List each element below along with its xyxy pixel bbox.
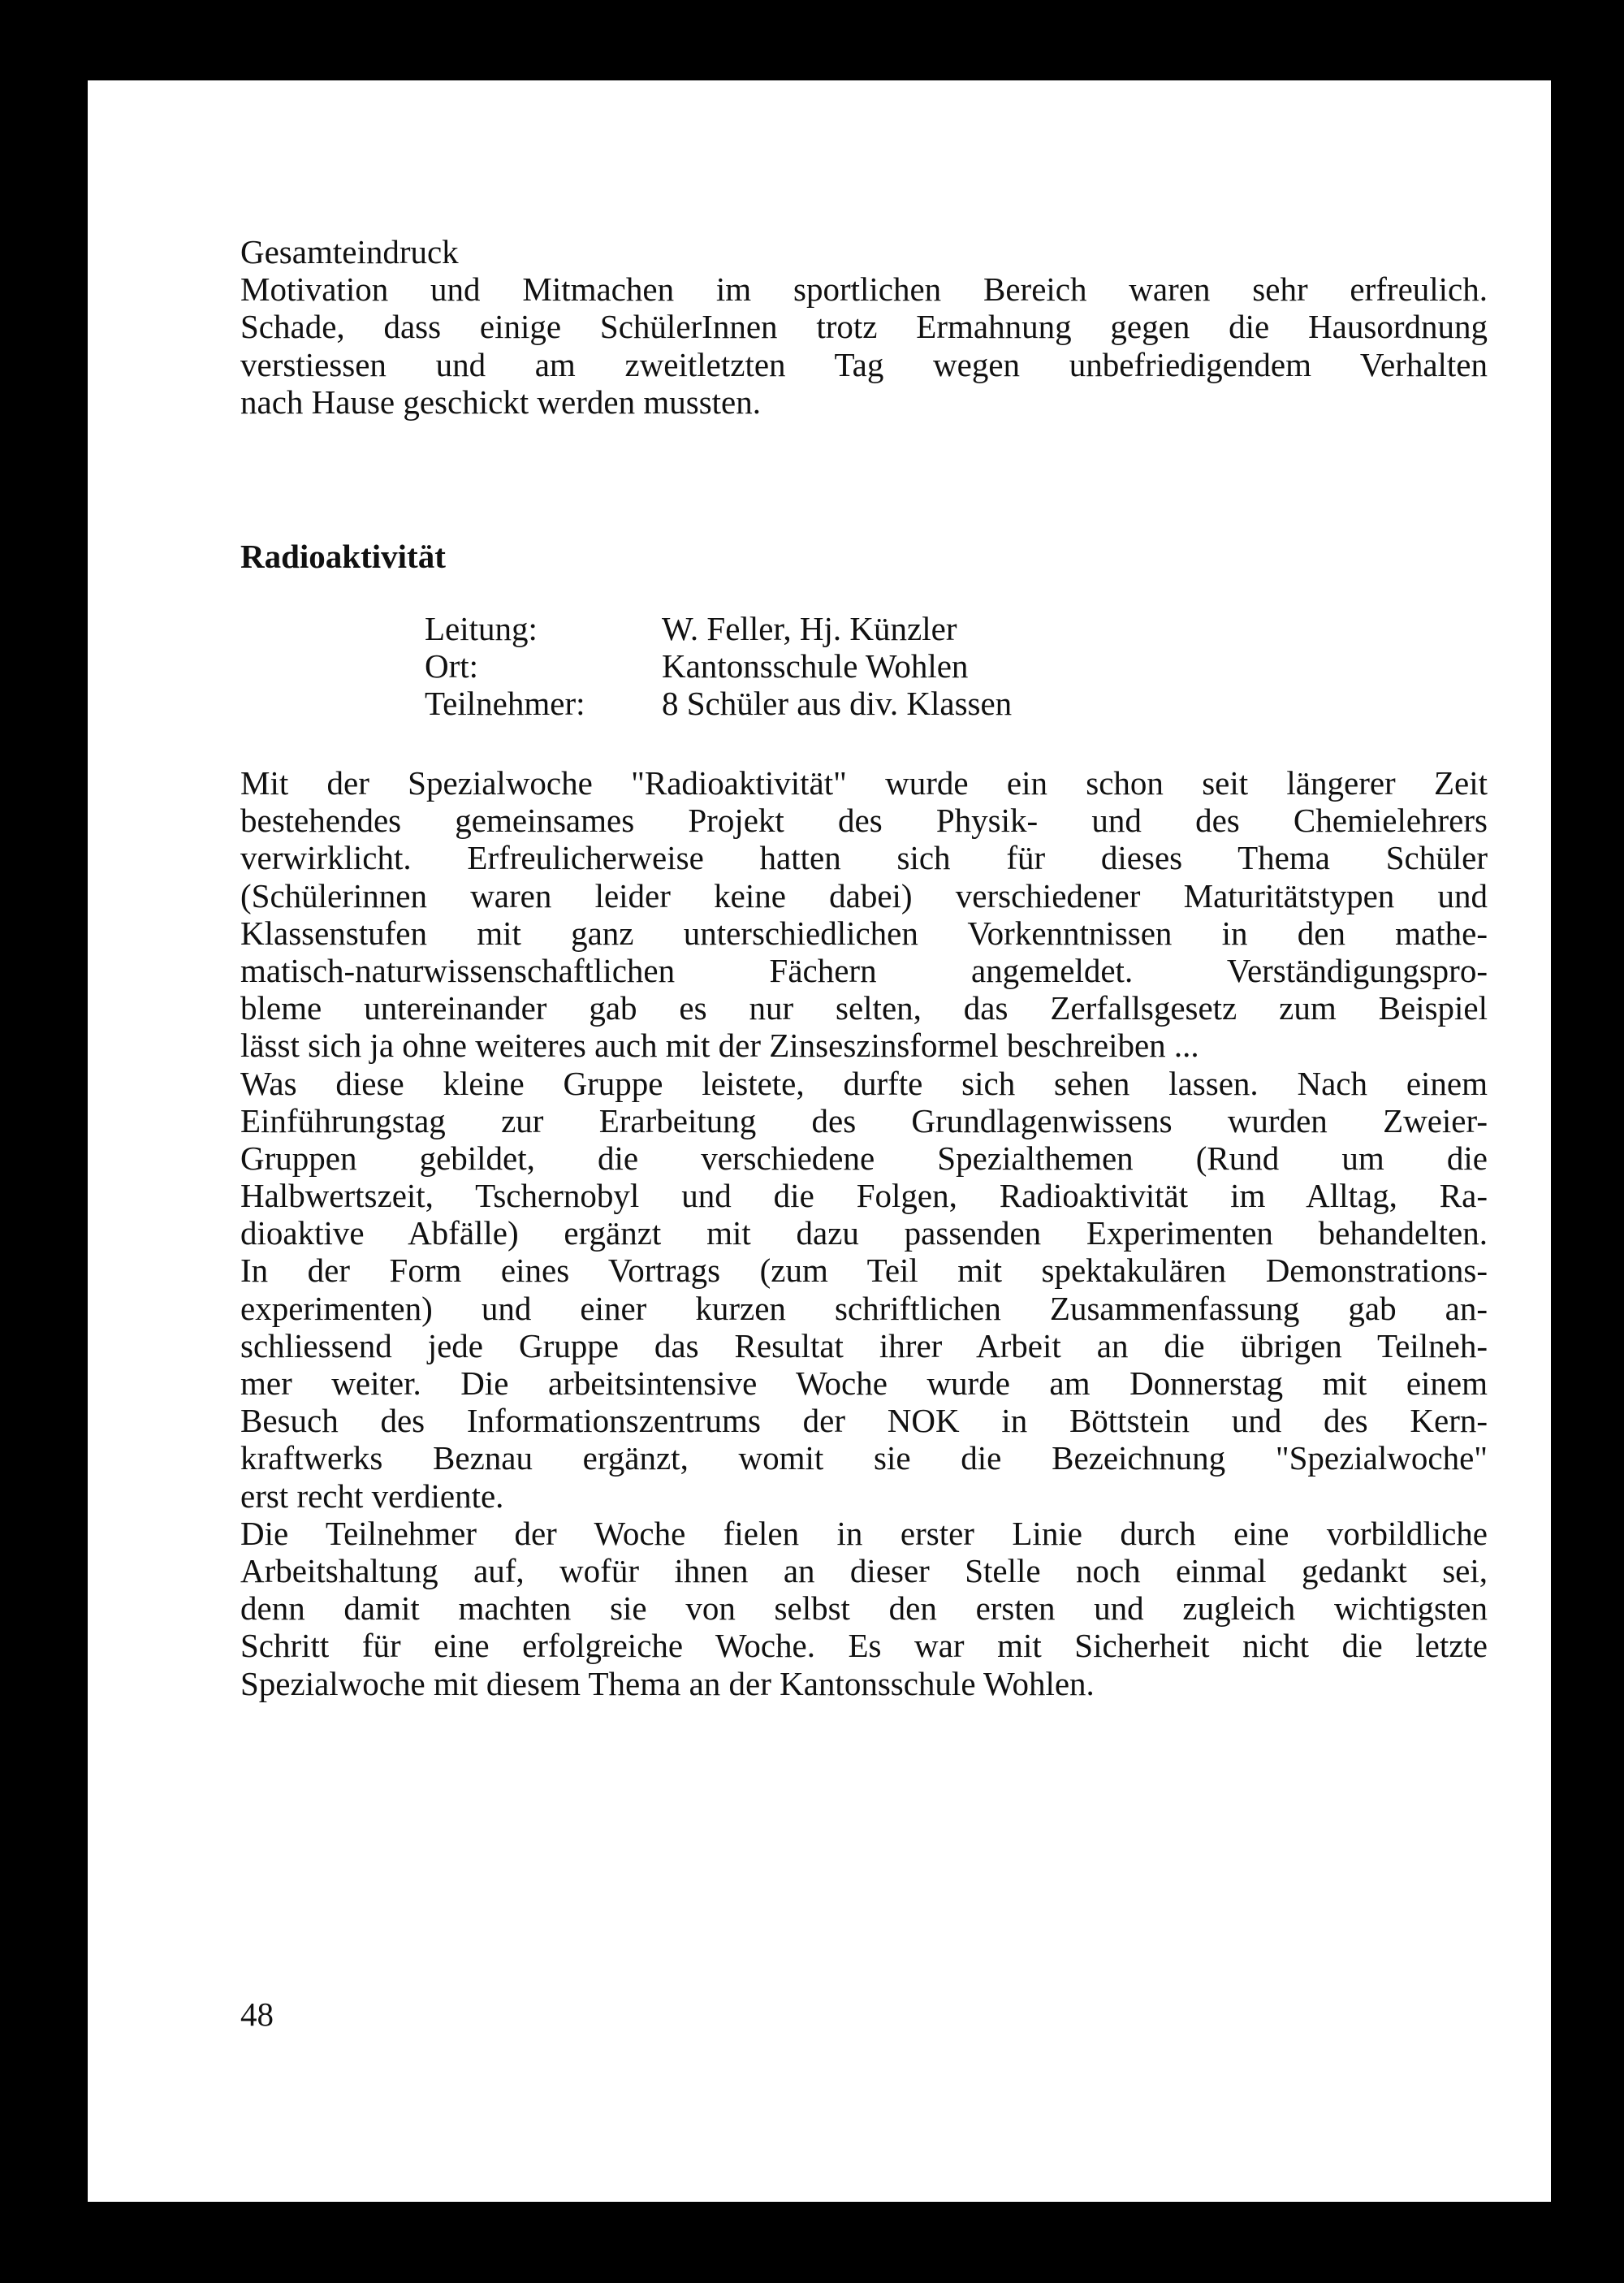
document-page <box>88 80 1551 2202</box>
body-line: Was diese kleine Gruppe leistete, durfte sich sehen lassen. Nach einem <box>240 1064 1488 1102</box>
body-line: Klassenstufen mit ganz unterschiedlichen Vorkenntnissen in den mathe- <box>240 914 1488 952</box>
info-value: Kantonsschule Wohlen <box>662 647 969 685</box>
body-line: experimenten) und einer kurzen schriftlichen Zusammenfassung gab an- <box>240 1289 1488 1327</box>
body-line: erst recht verdiente. <box>240 1477 504 1515</box>
intro-section <box>240 233 1488 421</box>
body-line: verwirklicht. Erfreulicherweise hatten sich für dieses Thema Schüler <box>240 839 1488 877</box>
section-title: Radioaktivität <box>240 538 446 575</box>
body-line: Besuch des Informationszentrums der NOK in Böttstein und des Kern- <box>240 1402 1488 1440</box>
body-line: lässt sich ja ohne weiteres auch mit der Zinseszinsformel beschreiben ... <box>240 1027 1199 1065</box>
body-line: Spezialwoche mit diesem Thema an der Kantonsschule Wohlen. <box>240 1664 1095 1702</box>
info-row <box>425 685 1012 722</box>
info-row <box>425 610 1012 647</box>
body-line: Gruppen gebildet, die verschiedene Spezialthemen (Rund um die <box>240 1139 1488 1177</box>
info-label: Teilnehmer: <box>425 685 585 723</box>
info-value: 8 Schüler aus div. Klassen <box>662 685 1013 723</box>
intro-line: nach Hause geschickt werden mussten. <box>240 383 761 421</box>
body-line: Halbwertszeit, Tschernobyl und die Folgen, Radioaktivität im Alltag, Ra- <box>240 1177 1488 1215</box>
body-line: denn damit machten sie von selbst den ersten und zugleich wichtigsten <box>240 1589 1488 1628</box>
body-line: Schritt für eine erfolgreiche Woche. Es war mit Sicherheit nicht die letzte <box>240 1627 1488 1665</box>
intro-line: verstiessen und am zweitletzten Tag wegen unbefriedigendem Verhalten <box>240 345 1488 383</box>
info-label: Ort: <box>425 647 479 685</box>
body-line: (Schülerinnen waren leider keine dabei) verschiedener Maturitätstypen und <box>240 876 1488 914</box>
body-line: Arbeitshaltung auf, wofür ihnen an dieser Stelle noch einmal gedankt sei, <box>240 1551 1488 1589</box>
body-line: bleme untereinander gab es nur selten, das Zerfallsgesetz zum Beispiel <box>240 989 1488 1027</box>
body-line: bestehendes gemeinsames Projekt des Physik- und des Chemielehrers <box>240 802 1488 840</box>
body-line: Einführungstag zur Erarbeitung des Grundlagenwissens wurden Zweier- <box>240 1101 1488 1139</box>
info-label: Leitung: <box>425 610 538 647</box>
intro-line: Schade, dass einige SchülerInnen trotz Ermahnung gegen die Hausordnung <box>240 308 1488 346</box>
body-line: Die Teilnehmer der Woche fielen in erster Linie durch eine vorbildliche <box>240 1514 1488 1552</box>
body-line: In der Form eines Vortrags (zum Teil mit spektakulären Demonstrations- <box>240 1252 1488 1290</box>
body-line: schliessend jede Gruppe das Resultat ihrer Arbeit an die übrigen Teilneh- <box>240 1326 1488 1364</box>
body-line: Mit der Spezialwoche "Radioaktivität" wurde ein schon seit längerer Zeit <box>240 764 1488 802</box>
body-text <box>240 764 1488 1702</box>
info-table <box>425 610 1012 723</box>
page-number: 48 <box>240 1995 274 2033</box>
intro-line: Motivation und Mitmachen im sportlichen Bereich waren sehr erfreulich. <box>240 270 1488 309</box>
body-line: kraftwerks Beznau ergänzt, womit sie die Bezeichnung "Spezialwoche" <box>240 1439 1488 1477</box>
info-row <box>425 647 1012 685</box>
body-line: dioaktive Abfälle) ergänzt mit dazu passenden Experimenten behandelten. <box>240 1214 1488 1252</box>
intro-heading: Gesamteindruck <box>240 233 459 270</box>
body-line: mer weiter. Die arbeitsintensive Woche wurde am Donnerstag mit einem <box>240 1364 1488 1403</box>
info-value: W. Feller, Hj. Künzler <box>662 610 957 647</box>
body-line: matisch-naturwissenschaftlichen Fächern angemeldet. Verständigungspro- <box>240 951 1488 989</box>
